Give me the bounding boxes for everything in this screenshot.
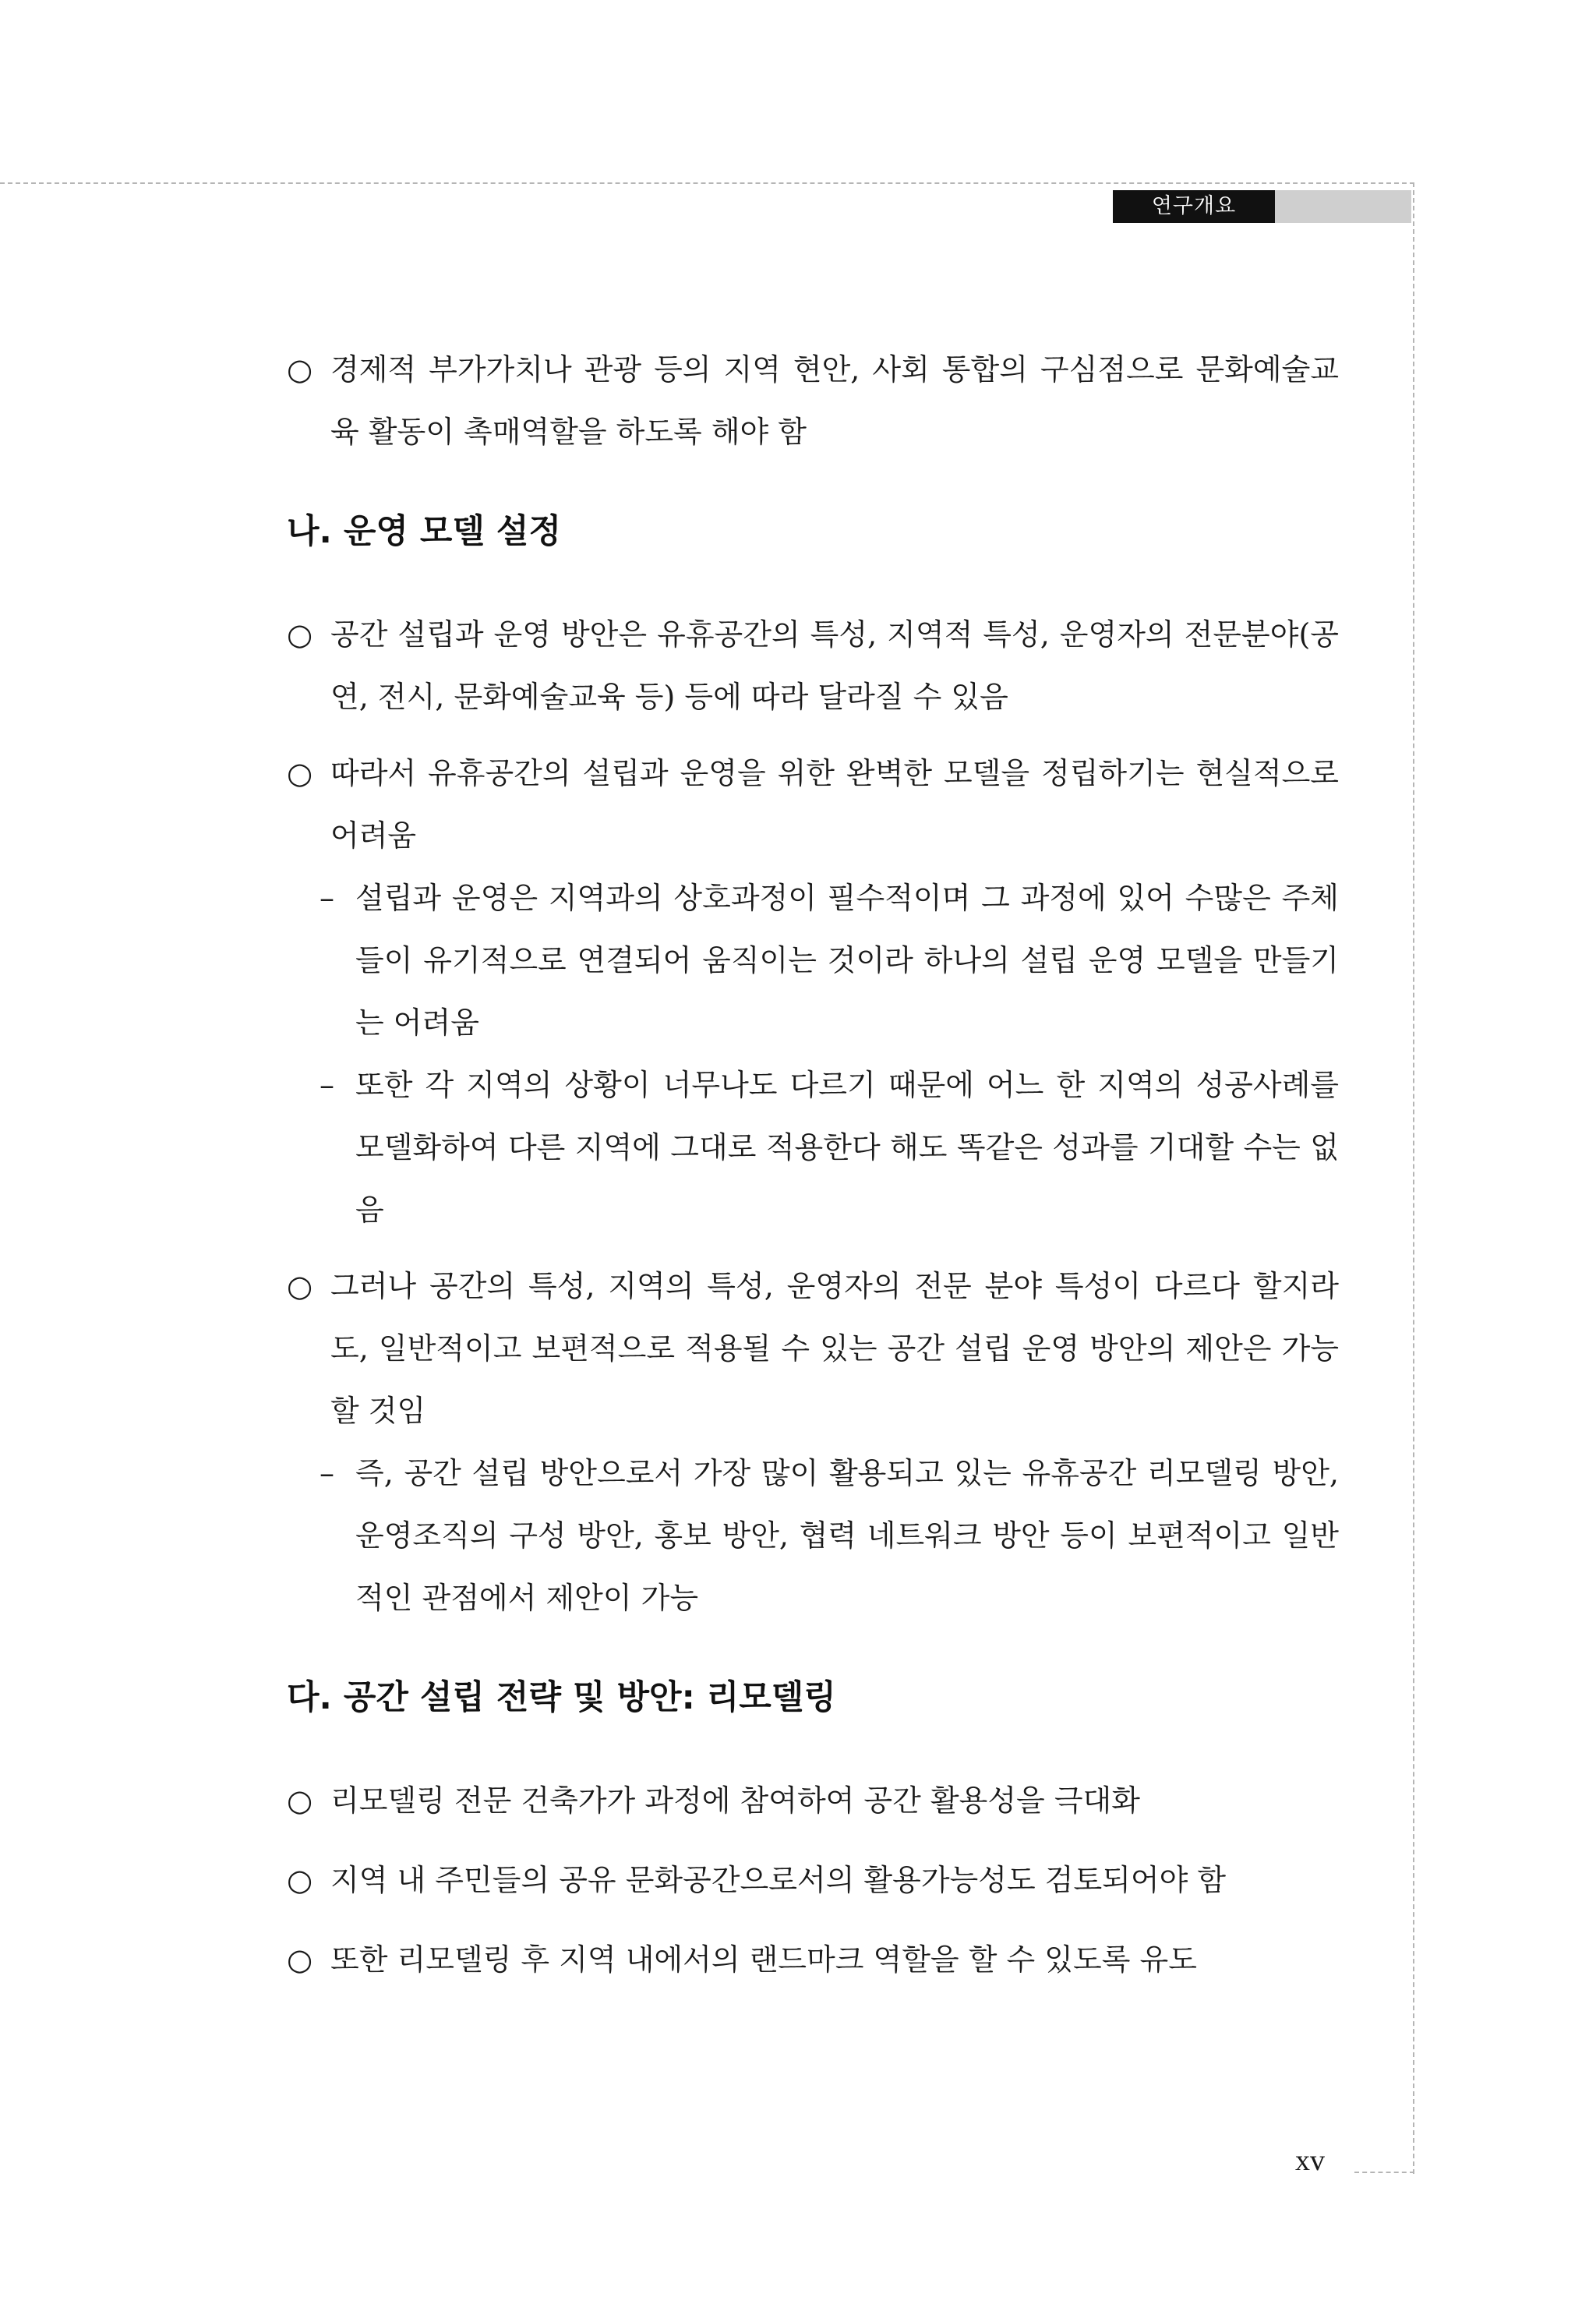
bullet-item [287, 603, 1339, 728]
bullet-text: 따라서 유휴공간의 설립과 운영을 위한 완벽한 모델을 정립하기는 현실적으로 어려움 [330, 756, 1339, 853]
section-heading-da: 다. 공간 설립 전략 및 방안: 리모델링 [287, 1678, 836, 1717]
section-heading-na: 나. 운영 모델 설정 [287, 512, 562, 551]
bullet-circle-mark: ○ [287, 1269, 313, 1303]
running-header-shade [1275, 190, 1411, 223]
dash-item [287, 1442, 1339, 1629]
bullet-item [287, 1769, 1339, 1832]
bullet-circle-mark: ○ [287, 352, 313, 387]
page-right-dashed-rule [1413, 182, 1414, 2174]
bullet-text: 리모델링 전문 건축가가 과정에 참여하여 공간 활용성을 극대화 [330, 1783, 1140, 1818]
dash-text: 또한 각 지역의 상황이 너무나도 다르기 때문에 어느 한 지역의 성공사례를 모델화하여 다른 지역에 그대로 적용한다 해도 똑같은 성과를 기대할 수는 없음 [355, 1068, 1339, 1227]
dash-mark: – [320, 881, 334, 915]
bullet-text: 또한 리모델링 후 지역 내에서의 랜드마크 역할을 할 수 있도록 유도 [330, 1942, 1197, 1977]
bullet-circle-mark: ○ [287, 756, 313, 790]
bullet-circle-mark: ○ [287, 1783, 313, 1818]
bullet-text: 그러나 공간의 특성, 지역의 특성, 운영자의 전문 분야 특성이 다르다 할지라도, 일반적이고 보편적으로 적용될 수 있는 공간 설립 운영 방안의 제안은 가능할 것임 [330, 1269, 1339, 1428]
bullet-item [287, 1928, 1339, 1991]
dash-text: 즉, 공간 설립 방안으로서 가장 많이 활용되고 있는 유휴공간 리모델링 방안, 운영조직의 구성 방안, 홍보 방안, 협력 네트워크 방안 등이 보편적이고 일반적인 관점에서 제안이 가능 [355, 1456, 1339, 1615]
bullet-item [287, 742, 1339, 867]
bullet-text: 공간 설립과 운영 방안은 유휴공간의 특성, 지역적 특성, 운영자의 전문분야(공연, 전시, 문화예술교육 등) 등에 따라 달라질 수 있음 [330, 617, 1339, 714]
bullet-circle-mark: ○ [287, 1863, 313, 1897]
page-top-dashed-rule [0, 182, 1414, 184]
bullet-text: 지역 내 주민들의 공유 문화공간으로서의 활용가능성도 검토되어야 함 [330, 1863, 1227, 1897]
bullet-item [287, 1255, 1339, 1442]
page-number-dashed-rule [1354, 2172, 1414, 2173]
page-body [287, 338, 1339, 1991]
running-header-tab [1113, 190, 1411, 223]
dash-item [287, 1054, 1339, 1241]
bullet-circle-mark: ○ [287, 617, 313, 652]
bullet-item [287, 1849, 1339, 1911]
dash-item [287, 867, 1339, 1054]
running-header-label: 연구개요 [1113, 190, 1275, 223]
dash-text: 설립과 운영은 지역과의 상호과정이 필수적이며 그 과정에 있어 수많은 주체들이 유기적으로 연결되어 움직이는 것이라 하나의 설립 운영 모델을 만들기는 어려움 [355, 881, 1339, 1040]
dash-mark: – [320, 1456, 334, 1490]
bullet-circle-mark: ○ [287, 1942, 313, 1977]
bullet-item [287, 338, 1339, 463]
bullet-text: 경제적 부가가치나 관광 등의 지역 현안, 사회 통합의 구심점으로 문화예술교육 활동이 촉매역할을 하도록 해야 함 [330, 352, 1339, 449]
page-number: xv [1295, 2144, 1325, 2177]
dash-mark: – [320, 1068, 334, 1102]
